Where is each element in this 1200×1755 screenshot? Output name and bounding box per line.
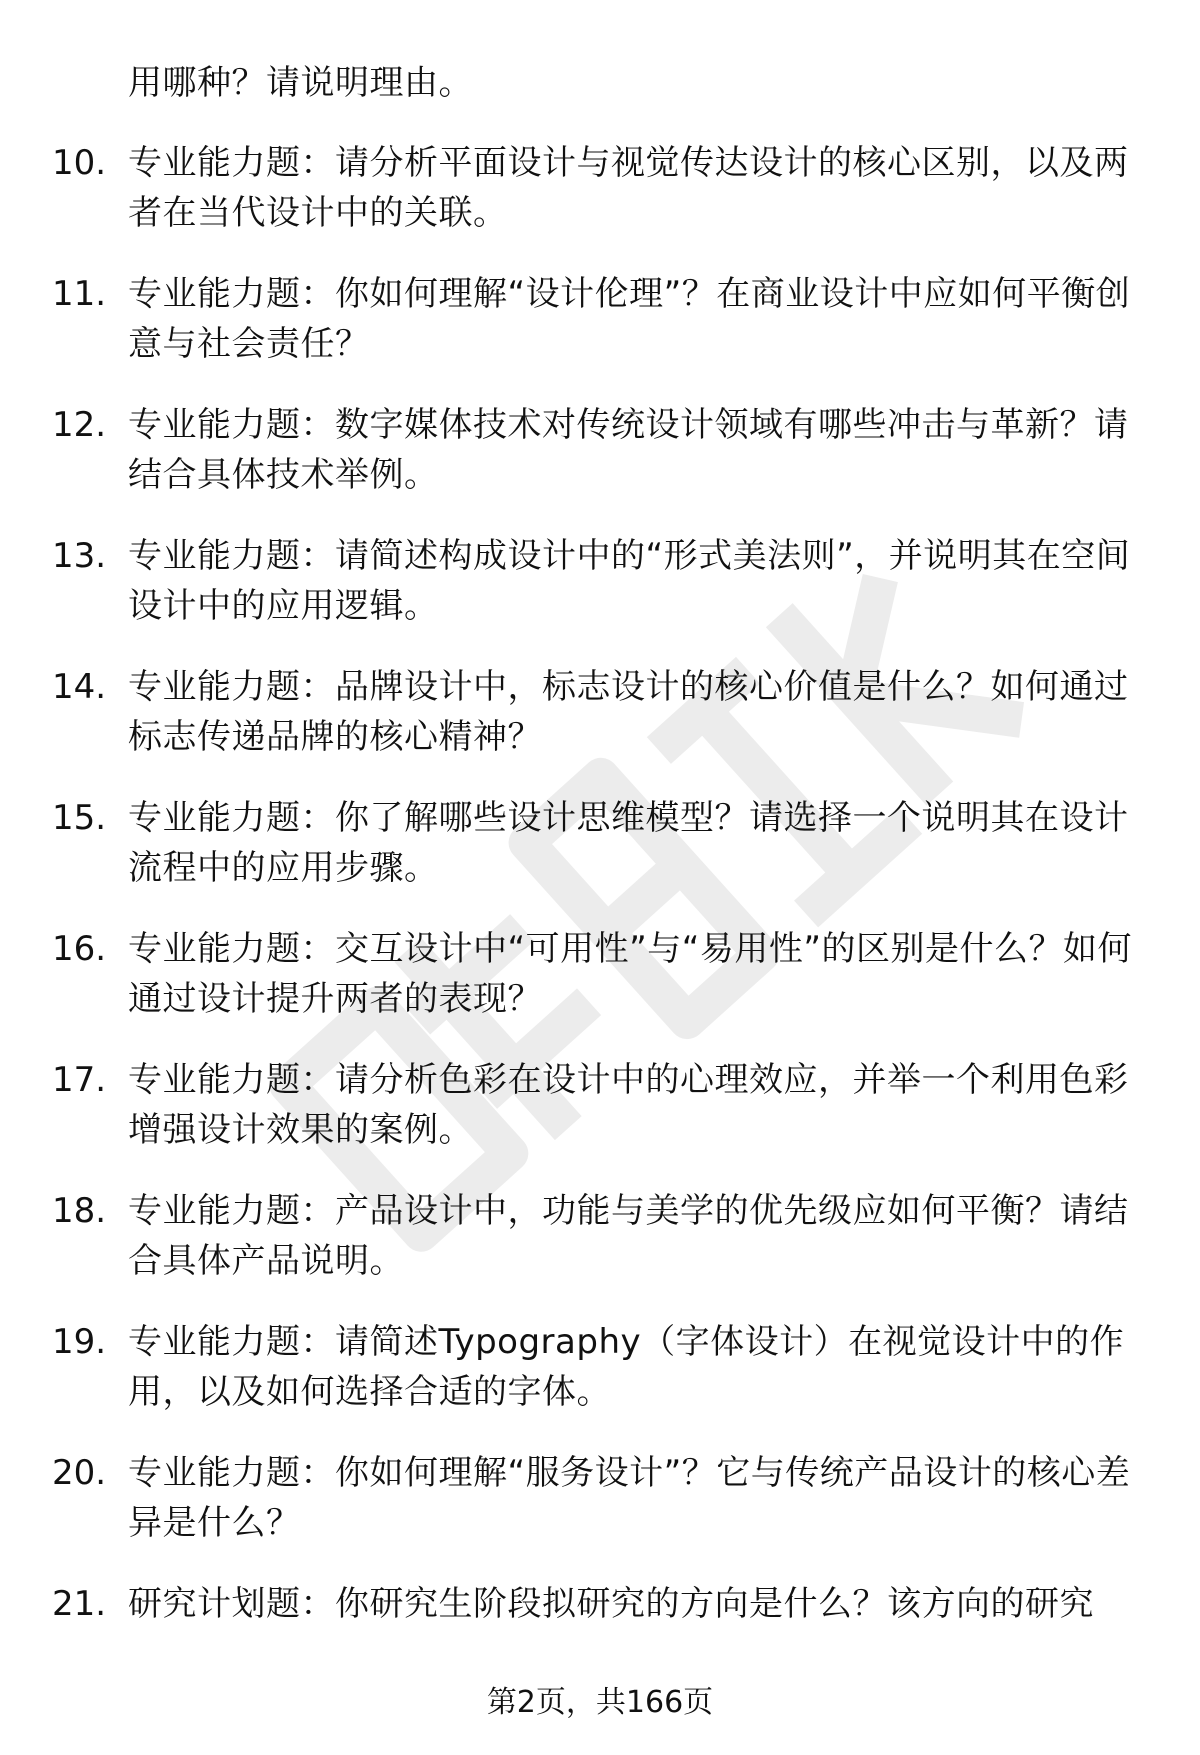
item-number: 21. [52,1584,107,1624]
item-number: 18. [52,1191,107,1231]
item-number: 13. [52,536,107,576]
item-text: 研究计划题：你研究生阶段拟研究的方向是什么？该方向的研究 [128,1584,1094,1624]
list-item [0,1448,1200,1548]
continuation-text: 用哪种？请说明理由。 [128,63,473,103]
item-number: 20. [52,1453,107,1493]
list-item [0,1579,1200,1629]
list-item [0,400,1200,500]
item-number: 15. [52,798,107,838]
item-text: 专业能力题：数字媒体技术对传统设计领域有哪些冲击与革新？请结合具体技术举例。 [128,405,1129,495]
list-item [0,1055,1200,1155]
list-item [0,531,1200,631]
item-text: 专业能力题：你了解哪些设计思维模型？请选择一个说明其在设计流程中的应用步骤。 [128,798,1129,888]
item-number: 19. [52,1322,107,1362]
item-text: 专业能力题：请分析色彩在设计中的心理效应，并举一个利用色彩增强设计效果的案例。 [128,1060,1129,1150]
list-item [0,1186,1200,1286]
item-text: 专业能力题：你如何理解“设计伦理”？在商业设计中应如何平衡创意与社会责任？ [128,274,1131,364]
item-text: 专业能力题：请简述构成设计中的“形式美法则”，并说明其在空间设计中的应用逻辑。 [128,536,1131,626]
item-number: 10. [52,143,107,183]
list-item [0,662,1200,762]
item-text: 专业能力题：请分析平面设计与视觉传达设计的核心区别，以及两者在当代设计中的关联。 [128,143,1129,233]
list-item [0,924,1200,1024]
list-item [0,793,1200,893]
list-item [0,269,1200,369]
list-item [0,1317,1200,1417]
item-text: 专业能力题：品牌设计中，标志设计的核心价值是什么？如何通过标志传递品牌的核心精神？ [128,667,1129,757]
item-number: 11. [52,274,107,314]
item-text: 专业能力题：你如何理解“服务设计”？它与传统产品设计的核心差异是什么？ [128,1453,1131,1543]
list-item [0,138,1200,238]
item-number: 14. [52,667,107,707]
item-number: 16. [52,929,107,969]
item-text: 专业能力题：请简述Typography（字体设计）在视觉设计中的作用，以及如何选择合适的字体。 [128,1322,1125,1412]
item-text: 专业能力题：交互设计中“可用性”与“易用性”的区别是什么？如何通过设计提升两者的表现？ [128,929,1132,1019]
item-number: 12. [52,405,107,445]
question-list [0,138,1200,1629]
item-text: 专业能力题：产品设计中，功能与美学的优先级应如何平衡？请结合具体产品说明。 [128,1191,1129,1281]
question-list-region [0,58,1200,1660]
item-number: 17. [52,1060,107,1100]
page-footer: 第2页，共166页 [486,1685,714,1720]
